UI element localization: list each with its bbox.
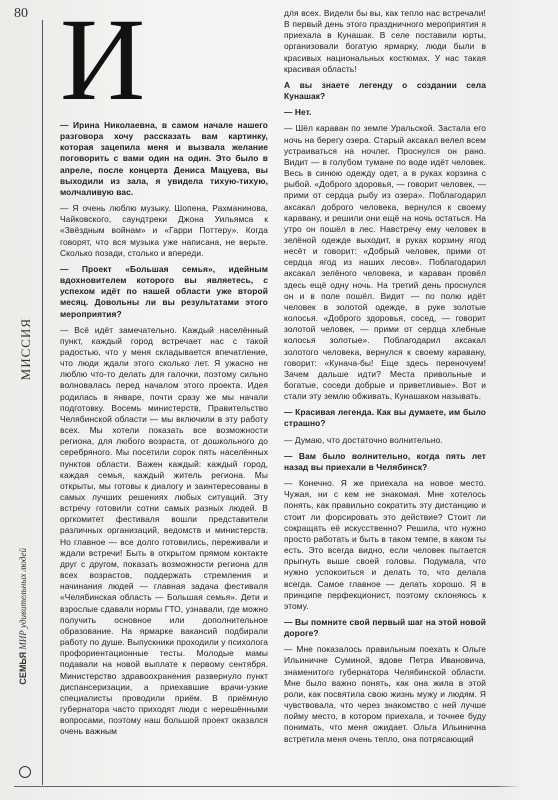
question-paragraph: — Вам было волнительно, когда пять лет назад вы приехали в Челябинск? — [284, 450, 486, 472]
answer-paragraph: — Всё идёт замечательно. Каждый населённый пункт, каждый город встречает нас с такой радостью, что у меня складывается впечатление, что люди ждали этого сколько лет. Я ужасно не люблю что-то делать для галочки, поэтому сильно волновалась перед началом этого проекта. Идея родилась в январе, почти сразу же мы начали подготовку. Восемь министерств, Правительство Челябинской области — мы включили в эту работу всех. Мы хотели показать все возможности региона, для любого возраста, от дошкольного до серебряного. Мы посетили сорок пять населённых пунктов области. Важен каждый: каждый город, каждая семья, каждый житель региона. Мы открыты, мы готовы к диалогу и заинтересованы в самых лучших решениях любых ситуаций. Эту встречу готовили сотни самых разных людей. В оргкомитет фестиваля вошли представители различных организаций, ведомств и министерств. Но главное — все долго готовились, переживали и ждали встречи! Быть в открытом прямом контакте друг с другом, показать возможности региона для всех возрастов, поддержать стремления и начинания людей — главная задача фестиваля «Челябинская область — Большая семья». Дети и взрослые сдавали нормы ГТО, узнавали, где можно получить основное или дополнительное образование. На ярмарке вакансий подбирали работу по душе. Выпускники проходили у психолога профориентационные тесты. Молодые мамы подавали на новой выплате к первому сентября. Министерство здравоохранения развернуло пункт диспансеризации, а приехавшие врачи-узкие специалисты проводили приём. В приёмную губернатора часто приходят люди с нерешёнными вопросами, поэтому наш большой проект оказался очень важным — [60, 324, 268, 737]
page-edge-fade — [496, 0, 558, 800]
question-paragraph: — Красивая легенда. Как вы думаете, им было страшно? — [284, 407, 486, 429]
question-paragraph: — Ирина Николаевна, в самом начале нашего разговора хочу рассказать вам картинку, которая зацепила меня и вызвала желание поговорить с вами один на один. Это было в апреле, после концерта Дениса Мацуева, вы выходили из зала, я увидела тихую-тихую, молчаливую вас. — [60, 120, 268, 197]
page-number: 80 — [14, 6, 28, 21]
left-column — [60, 0, 268, 742]
question-paragraph: — Вы помните свой первый шаг на этой новой дороге? — [284, 616, 486, 639]
magazine-brand: СЕМЬЯ — [18, 651, 28, 685]
right-column — [284, 8, 486, 750]
left-paragraphs — [60, 120, 268, 737]
bottom-rule — [14, 786, 536, 787]
right-paragraphs — [284, 8, 486, 745]
circle-icon — [19, 766, 31, 778]
magazine-footer — [18, 548, 32, 685]
vertical-rule — [42, 20, 43, 785]
answer-paragraph: — Шёл караван по земле Уральской. Застала его ночь на берегу озера. Старый аксакал велел всем устраиваться на ночлег. Проснулся он рано. Видит — в голубом тумане по воде идёт человек. Весь в синюю одежду одет, а в руках корзина с рыбой. «Доброго здоровья, — говорит человек, — прими от сердца рыбу из озера». Поблагодарил аксакал доброго человека, вернулся к своему каравану, и решили они ещё на ночь остаться. На утро он пошёл в лес. Навстречу ему человек в зелёной одежде выходит, в руках корзину ягод несёт и говорит: «Добрый человек, прими от сердца ягод из наших лесов». Поблагодарил аксакал зелёного человека, и караван провёл здесь ещё одну ночь. На третий день проснулся он и в поле пошёл. Видит — по полю идёт человек в золотой одежде, в руке золотые колосья. «Доброго здоровья, сосед, — говорит золотой человек, — прими от сердца хлебные колосья золотые». Поблагодарил аксакал золотого человека, вернулся к своему каравану, говорит: «Кунача-бы! Еще здесь переночуем! Зачем дальше идти? Места привольные и богатые, соседи добрые и приветливые». Вот и стали эту землю обживать, Кунашаком называть. — [284, 123, 486, 402]
answer-paragraph: для всех. Видели бы вы, как тепло нас встречали! В первый день этого праздничного мероприятия я приехала в Кунашак. В селе поставили юрты, организовали богатую ярмарку, люди были в красивых национальных костюмах. У нас такая красивая область! — [284, 8, 486, 74]
question-paragraph: — Нет. — [284, 107, 312, 118]
section-label: МИССИЯ — [18, 318, 33, 381]
question-paragraph: А вы знаете легенду о создании села Кунашак? — [284, 79, 486, 102]
question-paragraph: — Проект «Большая семья», идейным вдохновителем которого вы являетесь, с успехом идёт по нашей области уже второй месяц. Довольны ли вы результатами этого мероприятия? — [60, 263, 268, 319]
answer-paragraph: — Конечно. Я же приехала на новое место. Чужая, ни с кем не знакомая. Мне хотелось понять, как правильно сократить эту дистанцию и стоит ли форсировать это действие? Стоит ли сокращать её искусственно? Решила, что нужно просто работать и быть в таком темпе, в каком ты есть. Это всегда видно, если человек пытается прыгнуть выше своей головы. Подумала, что нужно успокоиться и делать то, что делала всегда. Самое главное — делать хорошо. Я в принципе перфекционист, поэтому склоняюсь к этому. — [284, 478, 486, 611]
magazine-tagline: МИР удивительных людей — [18, 548, 28, 650]
answer-paragraph: — Мне показалось правильным поехать к Ольге Ильиничне Суминой, вдове Петра Ивановича, знаменитого губернатора Челябинской области. Мне было важно понять, как она жила в этой роли, как посвятила свою жизнь мужу и людям. Я чувствовала, что через знакомство с ней лучше пойму место, в котором приехала, и точнее буду понимать, что меня ожидает. Ольга Ильинична встретила меня очень тепло, она потрясающий — [284, 644, 486, 744]
answer-paragraph: — Думаю, что достаточно волнительно. — [284, 434, 443, 445]
answer-paragraph: — Я очень люблю музыку. Шопена, Рахманинова, Чайковского, саундтреки Джона Уильямса к «Звёздным войнам» и «Гарри Поттеру». Когда говорят, что вся музыка уже написана, не верьте. Сколько позади, столько и впереди. — [60, 203, 268, 258]
drop-cap: И — [60, 0, 146, 125]
